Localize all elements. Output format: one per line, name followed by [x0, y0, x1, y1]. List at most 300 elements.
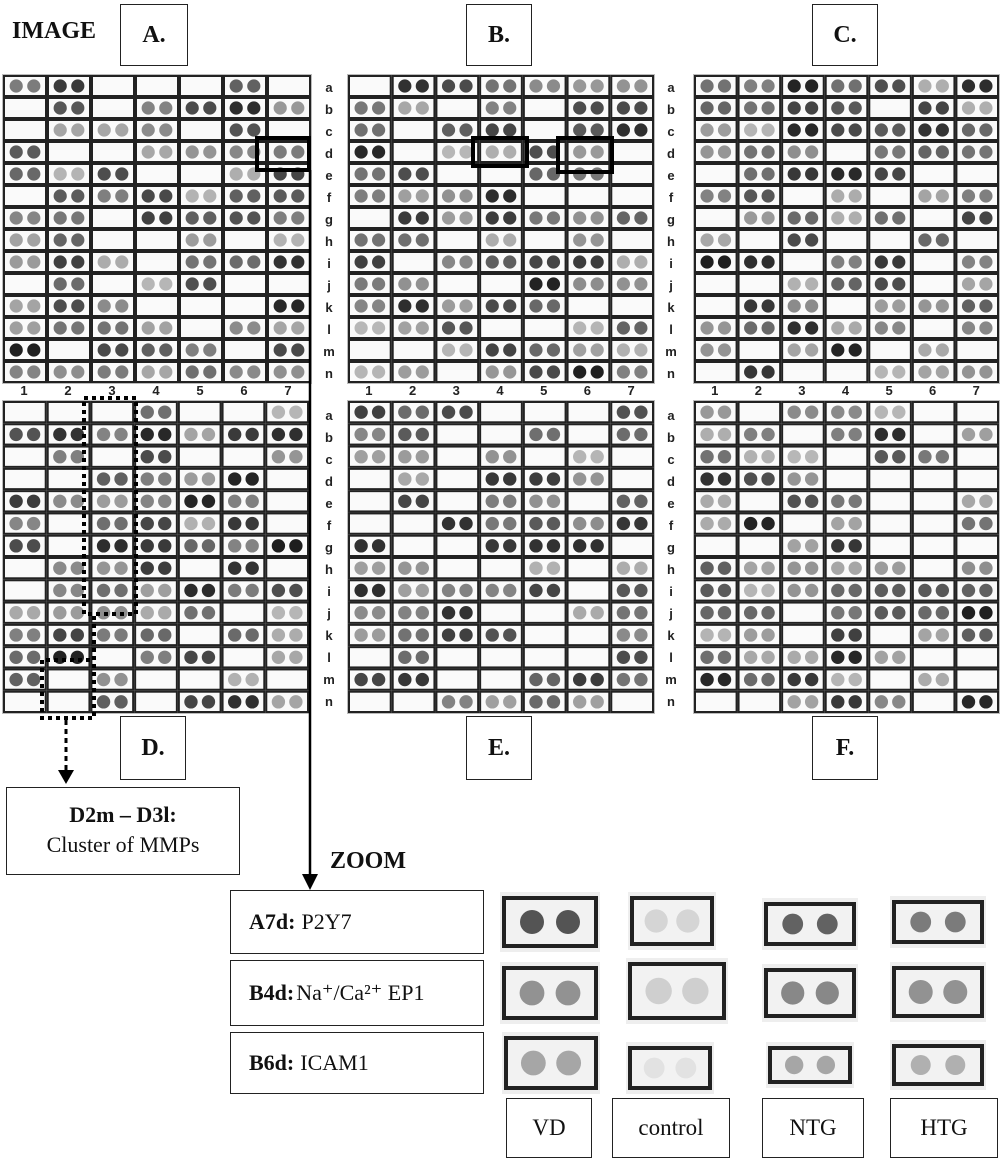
column-label-7: 7: [284, 383, 292, 398]
blot-cell: [179, 669, 221, 689]
blot-spot: [372, 277, 385, 290]
blot-spot: [875, 79, 888, 92]
blot-cell: [869, 491, 911, 511]
blot-spot: [805, 450, 818, 463]
blot-cell: [826, 469, 868, 489]
blot-cell: [4, 274, 46, 294]
zoom-cell-b4d-ntg: [762, 964, 858, 1022]
row-label-i: i: [327, 584, 331, 599]
blot-spot: [617, 606, 630, 619]
blot-cell: [480, 424, 522, 444]
blot-cell: [266, 558, 308, 578]
blot-spot: [230, 101, 243, 114]
blot-spot: [442, 255, 455, 268]
blot-spot: [700, 101, 713, 114]
blot-cell: [136, 76, 178, 96]
blot-spot: [372, 428, 385, 441]
blot-spot: [141, 495, 154, 508]
blot-spot: [936, 189, 949, 202]
blot-spot: [979, 145, 992, 158]
blot-spot: [700, 584, 713, 597]
blot-cell: [695, 692, 737, 712]
blot-cell: [349, 692, 391, 712]
blot-spot: [291, 299, 304, 312]
blot-spot: [718, 628, 731, 641]
blot-spot: [617, 651, 630, 664]
blot-spot: [591, 145, 604, 158]
blot-spot: [245, 495, 258, 508]
blot-spot: [416, 101, 429, 114]
blot-cell: [695, 208, 737, 228]
blot-spot: [805, 651, 818, 664]
blot-spot: [274, 299, 287, 312]
blot-spot: [184, 695, 197, 708]
blot-spot: [591, 233, 604, 246]
blot-spot: [202, 539, 215, 552]
row-label-b: b: [325, 430, 333, 445]
blot-spot: [962, 123, 975, 136]
blot-spot: [503, 628, 516, 641]
row-label-j: j: [327, 606, 331, 621]
blot-spot: [892, 321, 905, 334]
blot-spot: [831, 255, 844, 268]
blot-spot: [355, 299, 368, 312]
zoom-cell-b4d-vd: [500, 962, 600, 1024]
blot-spot: [54, 365, 67, 378]
blot-spot: [617, 101, 630, 114]
blot-spot: [936, 233, 949, 246]
blot-spot: [591, 365, 604, 378]
blot-spot: [354, 584, 367, 597]
blot-spot: [416, 472, 429, 485]
blot-spot: [634, 495, 647, 508]
blot-spot: [761, 584, 774, 597]
mmp-callout-title: D2m – D3l:: [69, 802, 177, 827]
blot-spot: [875, 167, 888, 180]
blot-spot: [547, 695, 560, 708]
blot-cell: [4, 447, 46, 467]
blot-spot: [547, 539, 560, 552]
blot-spot: [892, 299, 905, 312]
blot-spot: [761, 123, 774, 136]
blot-spot: [27, 299, 40, 312]
row-label-b: b: [667, 102, 675, 117]
blot-spot: [718, 606, 731, 619]
blot-spot: [936, 101, 949, 114]
blot-spot: [788, 405, 801, 418]
blot-spot: [617, 428, 630, 441]
blot-cell: [739, 230, 781, 250]
row-label-c: c: [325, 124, 333, 139]
blot-cell: [4, 692, 46, 712]
blot-spot: [158, 584, 171, 597]
blot-cell: [568, 186, 610, 206]
blot-spot: [372, 123, 385, 136]
blot-spot: [962, 606, 975, 619]
column-label-5: 5: [885, 383, 893, 398]
blot-spot: [547, 167, 560, 180]
blot-spot: [71, 189, 84, 202]
blot-spot: [744, 79, 757, 92]
blot-spot: [272, 405, 285, 418]
blot-spot: [805, 101, 818, 114]
blot-spot: [203, 343, 216, 356]
blot-cell: [695, 164, 737, 184]
blot-spot: [159, 123, 172, 136]
row-label-i: i: [669, 584, 673, 599]
blot-spot: [291, 233, 304, 246]
blot-spot: [486, 79, 499, 92]
row-label-l: l: [669, 322, 673, 337]
blot-spot: [547, 211, 560, 224]
blot-panel-f: [693, 400, 1000, 714]
blot-spot: [459, 145, 472, 158]
blot-cell: [266, 491, 308, 511]
blot-spot: [98, 189, 111, 202]
blot-spot: [97, 539, 110, 552]
blot-spot: [372, 167, 385, 180]
blot-cell: [913, 536, 955, 556]
blot-spot: [788, 343, 801, 356]
blot-spot: [918, 233, 931, 246]
blot-spot: [573, 211, 586, 224]
condition-ntg: NTG: [762, 1098, 864, 1158]
blot-spot: [979, 189, 992, 202]
blot-spot: [744, 517, 757, 530]
blot-cell: [568, 647, 610, 667]
zoom-name-b4d: Na⁺/Ca²⁺ EP1: [296, 980, 425, 1005]
blot-spot: [372, 365, 385, 378]
row-label-i: i: [669, 256, 673, 271]
blot-spot: [936, 123, 949, 136]
blot-spot: [486, 584, 499, 597]
blot-spot: [936, 343, 949, 356]
blot-spot: [831, 405, 844, 418]
blot-spot: [71, 628, 84, 641]
blot-spot: [115, 123, 128, 136]
blot-spot: [547, 584, 560, 597]
blot-spot: [230, 365, 243, 378]
blot-spot: [459, 123, 472, 136]
blot-panel-c: [693, 74, 1000, 384]
blot-spot: [503, 299, 516, 312]
blot-cell: [480, 603, 522, 623]
zoom-code-b6d: B6d:: [249, 1050, 295, 1075]
blot-spot: [247, 167, 260, 180]
blot-spot: [788, 472, 801, 485]
blot-spot: [142, 277, 155, 290]
blot-spot: [141, 450, 154, 463]
blot-spot: [529, 167, 542, 180]
blot-spot: [141, 628, 154, 641]
blot-spot: [918, 628, 931, 641]
blot-spot: [503, 539, 516, 552]
blot-spot: [247, 79, 260, 92]
blot-spot: [442, 321, 455, 334]
blot-spot: [831, 539, 844, 552]
blot-spot: [486, 517, 499, 530]
blot-spot: [459, 343, 472, 356]
blot-spot: [398, 299, 411, 312]
blot-spot: [398, 321, 411, 334]
row-label-d: d: [667, 474, 675, 489]
row-label-e: e: [325, 496, 333, 511]
blot-spot: [27, 673, 40, 686]
blot-spot: [159, 343, 172, 356]
blot-cell: [436, 274, 478, 294]
blot-spot: [230, 189, 243, 202]
blot-spot: [875, 651, 888, 664]
blot-cell: [869, 230, 911, 250]
blot-cell: [92, 76, 134, 96]
blot-spot: [718, 517, 731, 530]
blot-cell: [739, 402, 781, 422]
blot-spot: [442, 123, 455, 136]
blot-cell: [611, 296, 653, 316]
blot-spot: [634, 517, 647, 530]
blot-spot: [788, 450, 801, 463]
blot-cell: [611, 142, 653, 162]
blot-spot: [573, 79, 586, 92]
blot-spot: [547, 343, 560, 356]
blot-spot: [918, 584, 931, 597]
blot-spot: [831, 79, 844, 92]
blot-spot: [875, 405, 888, 418]
blot-cell: [611, 164, 653, 184]
blot-spot: [979, 561, 992, 574]
blot-spot: [184, 472, 197, 485]
blot-spot: [247, 101, 260, 114]
blot-spot: [245, 695, 258, 708]
blot-cell: [268, 120, 310, 140]
blot-spot: [788, 123, 801, 136]
row-label-j: j: [669, 278, 673, 293]
blot-spot: [590, 539, 603, 552]
blot-spot: [805, 539, 818, 552]
blot-spot: [274, 167, 287, 180]
blot-cell: [611, 536, 653, 556]
blot-spot: [186, 365, 199, 378]
blot-spot: [936, 299, 949, 312]
blot-spot: [289, 584, 302, 597]
blot-spot: [416, 450, 429, 463]
blot-spot: [291, 365, 304, 378]
blot-spot: [398, 651, 411, 664]
blot-spot: [184, 606, 197, 619]
blot-spot: [53, 450, 66, 463]
column-label-4: 4: [152, 383, 160, 398]
row-label-m: m: [323, 344, 335, 359]
blot-spot: [398, 561, 411, 574]
blot-spot: [416, 299, 429, 312]
blot-cell: [92, 274, 134, 294]
blot-spot: [718, 405, 731, 418]
blot-spot: [744, 450, 757, 463]
blot-spot: [97, 561, 110, 574]
blot-cell: [524, 402, 566, 422]
blot-cell: [782, 252, 824, 272]
blot-spot: [744, 673, 757, 686]
blot-spot: [744, 321, 757, 334]
blot-spot: [486, 695, 499, 708]
blot-spot: [289, 651, 302, 664]
blot-spot: [744, 167, 757, 180]
blot-spot: [27, 343, 40, 356]
blot-spot: [398, 472, 411, 485]
blot-spot: [274, 365, 287, 378]
blot-cell: [436, 558, 478, 578]
blot-cell: [136, 164, 178, 184]
blot-cell: [611, 186, 653, 206]
blot-cell: [349, 513, 391, 533]
blot-spot: [962, 321, 975, 334]
blot-spot: [141, 517, 154, 530]
blot-spot: [459, 584, 472, 597]
blot-spot: [115, 255, 128, 268]
column-label-6: 6: [583, 383, 592, 398]
blot-spot: [617, 495, 630, 508]
zoom-label-b6d: [230, 1032, 484, 1094]
blot-spot: [892, 651, 905, 664]
blot-cell: [393, 142, 435, 162]
blot-spot: [700, 673, 713, 686]
zoom-cell-b6d-vd: [502, 1032, 600, 1094]
blot-spot: [142, 365, 155, 378]
row-label-k: k: [325, 628, 333, 643]
blot-spot: [184, 517, 197, 530]
blot-spot: [274, 189, 287, 202]
blot-spot: [228, 428, 241, 441]
blot-spot: [617, 123, 630, 136]
blot-spot: [547, 79, 560, 92]
blot-spot: [875, 123, 888, 136]
blot-spot: [291, 167, 304, 180]
blot-spot: [97, 517, 110, 530]
blot-cell: [913, 318, 955, 338]
blot-spot: [918, 101, 931, 114]
blot-spot: [230, 255, 243, 268]
blot-spot: [761, 211, 774, 224]
blot-spot: [590, 472, 603, 485]
blot-spot: [744, 145, 757, 158]
blot-spot: [354, 606, 367, 619]
blot-spot: [486, 539, 499, 552]
blot-cell: [524, 447, 566, 467]
blot-spot: [54, 79, 67, 92]
blot-panel-a: [2, 74, 312, 384]
blot-spot: [634, 673, 647, 686]
blot-spot: [355, 233, 368, 246]
blot-spot: [547, 561, 560, 574]
blot-spot: [159, 189, 172, 202]
column-label-2: 2: [754, 383, 762, 398]
blot-spot: [849, 539, 862, 552]
zoom-cell-a7d-control: [628, 892, 716, 950]
blot-cell: [695, 296, 737, 316]
blot-spot: [573, 673, 586, 686]
blot-spot: [503, 211, 516, 224]
blot-spot: [247, 255, 260, 268]
blot-cell: [180, 164, 222, 184]
blot-spot: [416, 561, 429, 574]
column-label-3: 3: [108, 383, 116, 398]
blot-spot: [372, 299, 385, 312]
zoom-cell-a7d-ntg: [762, 898, 858, 950]
blot-spot: [291, 189, 304, 202]
blot-cell: [92, 142, 134, 162]
blot-spot: [184, 428, 197, 441]
blot-spot: [10, 321, 23, 334]
row-label-n: n: [667, 366, 675, 381]
blot-cell: [4, 580, 46, 600]
blot-spot: [761, 79, 774, 92]
blot-spot: [761, 628, 774, 641]
blot-spot: [158, 561, 171, 574]
blot-spot: [831, 343, 844, 356]
blot-spot: [53, 628, 66, 641]
blot-cell: [956, 164, 998, 184]
blot-spot: [634, 365, 647, 378]
blot-spot: [97, 428, 110, 441]
blot-spot: [98, 299, 111, 312]
blot-spot: [141, 561, 154, 574]
blot-spot: [892, 145, 905, 158]
blot-cell: [913, 469, 955, 489]
blot-spot: [486, 450, 499, 463]
blot-spot: [831, 211, 844, 224]
blot-spot: [503, 233, 516, 246]
blot-cell: [956, 536, 998, 556]
blot-spot: [398, 101, 411, 114]
blot-spot: [291, 343, 304, 356]
blot-spot: [272, 651, 285, 664]
blot-cell: [611, 447, 653, 467]
blot-spot: [503, 145, 516, 158]
blot-cell: [48, 469, 90, 489]
blot-spot: [875, 561, 888, 574]
blot-spot: [98, 255, 111, 268]
blot-spot: [27, 211, 40, 224]
column-label-5: 5: [196, 383, 204, 398]
blot-spot: [831, 651, 844, 664]
blot-spot: [459, 79, 472, 92]
blot-spot: [849, 517, 862, 530]
blot-spot: [591, 321, 604, 334]
column-label-1: 1: [20, 383, 28, 398]
blot-spot: [503, 472, 516, 485]
row-label-n: n: [325, 366, 333, 381]
blot-spot: [372, 189, 385, 202]
blot-spot: [617, 79, 630, 92]
blot-spot: [744, 255, 757, 268]
blot-spot: [573, 101, 586, 114]
blot-spot: [744, 101, 757, 114]
blot-cell: [4, 186, 46, 206]
blot-cell: [480, 402, 522, 422]
blot-spot: [272, 584, 285, 597]
blot-cell: [869, 625, 911, 645]
blot-spot: [918, 123, 931, 136]
blot-cell: [524, 186, 566, 206]
blot-spot: [718, 495, 731, 508]
blot-spot: [416, 365, 429, 378]
blot-spot: [442, 211, 455, 224]
blot-spot: [372, 628, 385, 641]
blot-spot: [291, 255, 304, 268]
blot-spot: [547, 255, 560, 268]
blot-cell: [91, 402, 133, 422]
blot-spot: [372, 233, 385, 246]
